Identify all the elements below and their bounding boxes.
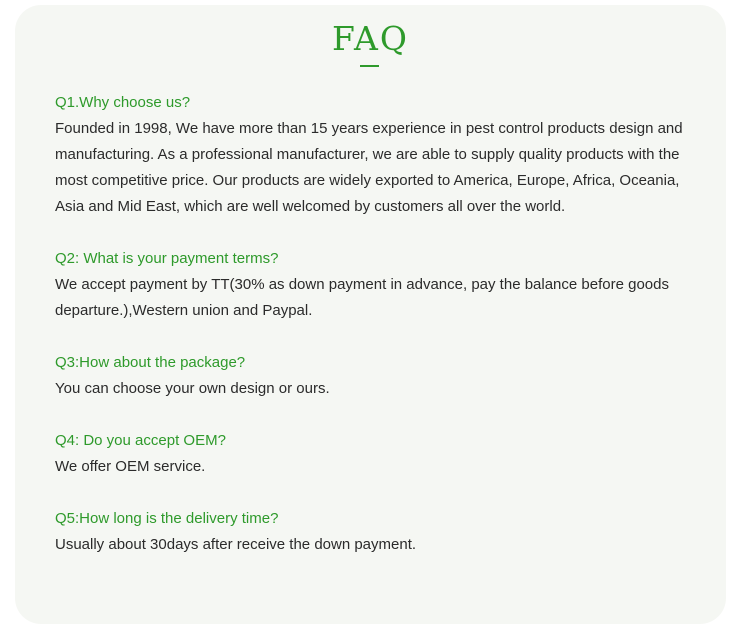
page-title: FAQ xyxy=(332,19,409,58)
faq-item xyxy=(55,90,695,220)
faq-answer: Founded in 1998, We have more than 15 years experience in pest control products design and manufacturing. As a professional manufacturer, we are able to supply quality products with the most competitive price. Our products are widely exported to America, Europe, Africa, Oceania, Asia and Mid East, which are well welcomed by customers all over the world. xyxy=(55,120,683,215)
faq-answer: Usually about 30days after receive the down payment. xyxy=(55,536,417,553)
faq-answer: You can choose your own design or ours. xyxy=(55,380,330,397)
title-underline xyxy=(360,65,379,67)
faq-item xyxy=(55,428,695,480)
faq-answer: We accept payment by TT(30% as down payment in advance, pay the balance before goods departure.),Western union and Paypal. xyxy=(55,276,669,319)
faq-answer: We offer OEM service. xyxy=(55,458,206,475)
faq-question: Q2: What is your payment terms? xyxy=(55,250,279,267)
faq-item xyxy=(55,350,695,402)
faq-question: Q5:How long is the delivery time? xyxy=(55,510,279,527)
faq-question: Q4: Do you accept OEM? xyxy=(55,432,226,449)
faq-list xyxy=(55,90,695,584)
faq-question: Q1.Why choose us? xyxy=(55,94,191,111)
faq-card xyxy=(15,5,726,624)
faq-question: Q3:How about the package? xyxy=(55,354,246,371)
faq-item xyxy=(55,246,695,324)
faq-item xyxy=(55,506,695,558)
